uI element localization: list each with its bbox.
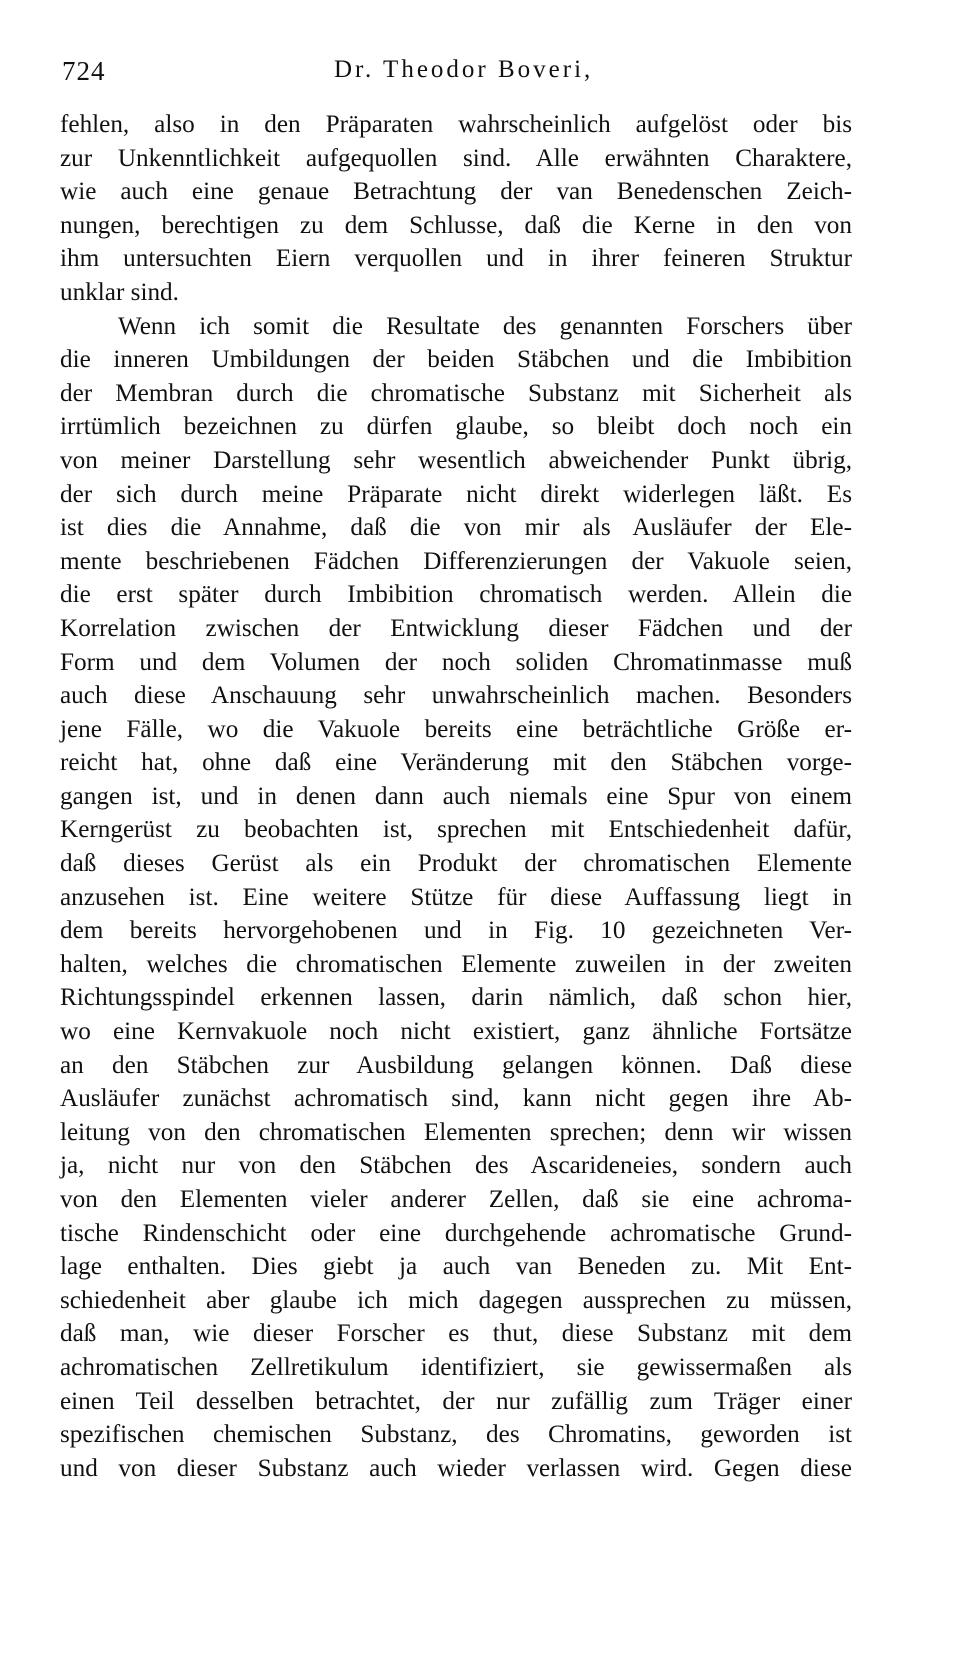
text-line: wie auch eine genaue Betrachtung der van Benedenschen Zeich- xyxy=(60,178,852,206)
text-line: der sich durch meine Präparate nicht direkt widerlegen läßt. Es xyxy=(60,480,852,508)
text-line: anzusehen ist. Eine weitere Stütze für diese Auffassung liegt in xyxy=(60,883,852,911)
text-line: zur Unkenntlichkeit aufgequollen sind. Alle erwähnten Charaktere, xyxy=(60,144,852,172)
text-line: einen Teil desselben betrachtet, der nur zufällig zum Träger einer xyxy=(60,1387,852,1415)
running-head: Dr. Theodor Boveri, xyxy=(334,56,594,83)
text-line: ist dies die Annahme, daß die von mir als Ausläufer der Ele- xyxy=(60,514,852,542)
text-line: die inneren Umbildungen der beiden Stäbchen und die Imbibition xyxy=(60,346,852,374)
text-line: Wenn ich somit die Resultate des genannten Forschers über xyxy=(118,312,852,340)
paragraph-2 xyxy=(60,310,852,1486)
page-number: 724 xyxy=(62,56,106,86)
text-line: mente beschriebenen Fädchen Differenzierungen der Vakuole seien, xyxy=(60,547,852,575)
text-line: die erst später durch Imbibition chromatisch werden. Allein die xyxy=(60,581,852,609)
text-line: der Membran durch die chromatische Substanz mit Sicherheit als xyxy=(60,379,852,407)
text-line: leitung von den chromatischen Elementen sprechen; denn wir wissen xyxy=(60,1118,852,1146)
text-line: halten, welches die chromatischen Elemente zuweilen in der zweiten xyxy=(60,950,852,978)
text-line: auch diese Anschauung sehr unwahrscheinlich machen. Besonders xyxy=(60,682,852,710)
text-line: von meiner Darstellung sehr wesentlich abweichender Punkt übrig, xyxy=(60,446,852,474)
text-line: an den Stäbchen zur Ausbildung gelangen können. Daß diese xyxy=(60,1051,852,1079)
text-line: Kerngerüst zu beobachten ist, sprechen mit Entschiedenheit dafür, xyxy=(60,816,852,844)
text-line: jene Fälle, wo die Vakuole bereits eine beträchtliche Größe er- xyxy=(60,715,852,743)
text-line: Richtungsspindel erkennen lassen, darin nämlich, daß schon hier, xyxy=(60,984,852,1012)
text-line: schiedenheit aber glaube ich mich dagegen aussprechen zu müssen, xyxy=(60,1286,852,1314)
text-line: Form und dem Volumen der noch soliden Chromatinmasse muß xyxy=(60,648,852,676)
paragraph-1 xyxy=(60,108,852,310)
text-line: lage enthalten. Dies giebt ja auch van Beneden zu. Mit Ent- xyxy=(60,1253,852,1281)
text-line: von den Elementen vieler anderer Zellen, daß sie eine achroma- xyxy=(60,1186,852,1213)
page-header xyxy=(62,56,862,96)
text-line: dem bereits hervorgehobenen und in Fig. 10 gezeichneten Ver- xyxy=(60,917,852,945)
text-line: irrtümlich bezeichnen zu dürfen glaube, so bleibt doch noch ein xyxy=(60,413,852,441)
text-line: wo eine Kernvakuole noch nicht existiert, ganz ähnliche Fortsätze xyxy=(60,1018,852,1046)
text-line: nungen, berechtigen zu dem Schlusse, daß die Kerne in den von xyxy=(60,211,852,239)
text-line: und von dieser Substanz auch wieder verlassen wird. Gegen diese xyxy=(60,1454,852,1482)
text-line: ihm untersuchten Eiern verquollen und in ihrer feineren Struktur xyxy=(60,245,852,273)
text-line: Korrelation zwischen der Entwicklung dieser Fädchen und der xyxy=(60,614,852,642)
text-line: reicht hat, ohne daß eine Veränderung mit den Stäbchen vorge- xyxy=(60,749,852,777)
text-line: ja, nicht nur von den Stäbchen des Ascarideneies, sondern auch xyxy=(60,1152,852,1180)
text-line: unklar sind. xyxy=(60,278,179,306)
text-line: spezifischen chemischen Substanz, des Chromatins, geworden ist xyxy=(60,1421,852,1449)
text-line: daß dieses Gerüst als ein Produkt der chromatischen Elemente xyxy=(60,850,852,878)
text-line: tische Rindenschicht oder eine durchgehende achromatische Grund- xyxy=(60,1219,852,1247)
text-line: daß man, wie dieser Forscher es thut, diese Substanz mit dem xyxy=(60,1320,852,1348)
text-line: Ausläufer zunächst achromatisch sind, kann nicht gegen ihre Ab- xyxy=(60,1085,852,1113)
text-line: gangen ist, und in denen dann auch niemals eine Spur von einem xyxy=(60,782,852,810)
body-text xyxy=(60,108,852,1485)
text-line: fehlen, also in den Präparaten wahrscheinlich aufgelöst oder bis xyxy=(60,111,852,138)
text-line: achromatischen Zellretikulum identifiziert, sie gewissermaßen als xyxy=(60,1353,852,1381)
